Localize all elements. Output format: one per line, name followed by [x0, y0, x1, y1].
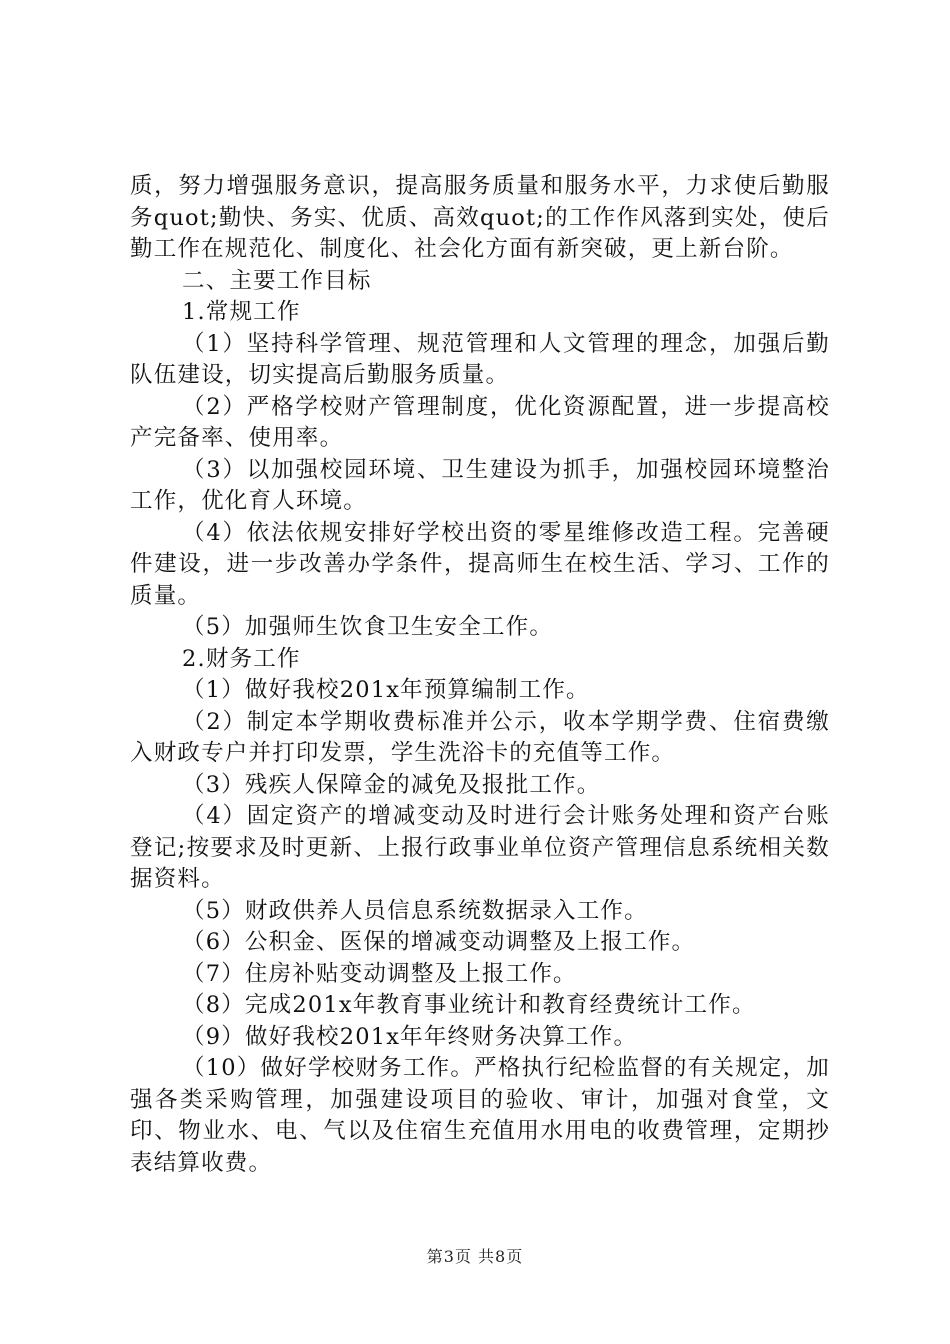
- list-item: （4）依法依规安排好学校出资的零星维修改造工程。完善硬件建设，进一步改善办学条件，提高师生在校生活、学习、工作的质量。: [130, 519, 830, 609]
- list-item: （2）严格学校财产管理制度，优化资源配置，进一步提高校产完备率、使用率。: [130, 393, 830, 451]
- section-heading-main-goals: 二、主要工作目标: [182, 267, 372, 294]
- list-item: （7）住房补贴变动调整及上报工作。: [182, 960, 577, 987]
- list-item: （2）制定本学期收费标准并公示，收本学期学费、住宿费缴入财政专户并打印发票，学生洗浴卡的充值等工作。: [130, 708, 830, 766]
- list-item: （6）公积金、医保的增减变动调整及上报工作。: [182, 929, 696, 955]
- list-item: （1）做好我校201x年预算编制工作。: [182, 677, 590, 703]
- document-body: [130, 171, 830, 1179]
- list-item: （10）做好学校财务工作。严格执行纪检监督的有关规定，加强各类采购管理，加强建设项目的验收、审计，加强对食堂，文印、物业水、电、气以及住宿生充值用水用电的收费管理，定期抄表结算收费。: [130, 1055, 830, 1176]
- list-item: （3）以加强校园环境、卫生建设为抓手，加强校园环境整治工作，优化育人环境。: [130, 456, 830, 514]
- list-item: （9）做好我校201x年年终财务决算工作。: [182, 1023, 638, 1050]
- page-footer: [0, 1244, 950, 1267]
- list-item: （1）坚持科学管理、规范管理和人文管理的理念，加强后勤队伍建设，切实提高后勤服务质量。: [130, 330, 830, 388]
- list-item: （3）残疾人保障金的减免及报批工作。: [182, 771, 601, 798]
- subsection-heading-routine-work: 1.常规工作: [182, 299, 301, 325]
- list-item: （8）完成201x年教育事业统计和教育经费统计工作。: [182, 992, 756, 1018]
- paragraph-continuation: 质，努力增强服务意识，提高服务质量和服务水平，力求使后勤服务quot;勤快、务实、优质、高效quot;的工作作风落到实处，使后勤工作在规范化、制度化、社会化方面有新突破，更上新台阶。: [130, 173, 830, 262]
- list-item: （4）固定资产的增减变动及时进行会计账务处理和资产台账登记;按要求及时更新、上报行政事业单位资产管理信息系统相关数据资料。: [130, 803, 830, 892]
- page-number-label: 第3页 共8页: [426, 1247, 524, 1266]
- list-item: （5）财政供养人员信息系统数据录入工作。: [182, 897, 648, 924]
- subsection-heading-finance-work: 2.财务工作: [182, 645, 301, 672]
- list-item: （5）加强师生饮食卫生安全工作。: [182, 614, 554, 640]
